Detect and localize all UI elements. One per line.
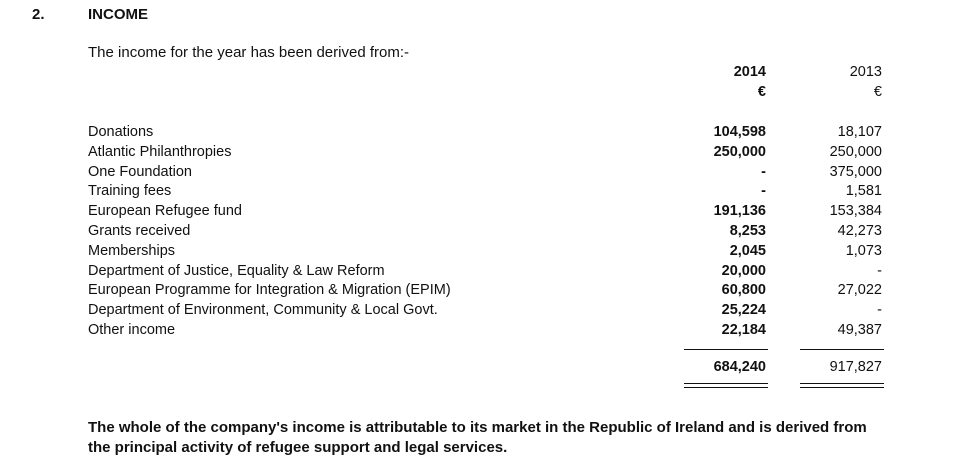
total-double-rule-2013-a xyxy=(800,383,884,384)
value-2014: 104,598 xyxy=(713,124,766,140)
subtotal-rule-2014 xyxy=(684,349,768,350)
value-2014: - xyxy=(761,163,766,180)
value-2013: 153,384 xyxy=(829,203,882,220)
row-label: Memberships xyxy=(88,242,176,259)
row-label: European Refugee fund xyxy=(88,203,242,220)
table-row xyxy=(88,222,888,242)
value-2014: 25,224 xyxy=(721,302,766,319)
row-label: Grants received xyxy=(88,222,191,239)
footer-note xyxy=(88,418,908,458)
row-label: European Programme for Integration & Migration (EPIM) xyxy=(88,282,451,299)
value-2014: 250,000 xyxy=(713,143,766,160)
currency-2014: € xyxy=(757,84,766,100)
value-2014: - xyxy=(761,183,766,200)
value-2013: 1,073 xyxy=(845,242,882,259)
value-2013: 18,107 xyxy=(837,124,882,140)
value-2014: 2,045 xyxy=(729,242,766,259)
section-number: 2. xyxy=(32,6,45,23)
table-row xyxy=(88,202,888,222)
value-2013: 42,273 xyxy=(837,222,882,239)
row-label: One Foundation xyxy=(88,163,192,180)
row-label: Department of Justice, Equality & Law Reform xyxy=(88,262,385,279)
value-2013: 375,000 xyxy=(829,163,882,180)
value-2013: - xyxy=(877,262,882,279)
table-row xyxy=(88,321,888,341)
table-row xyxy=(88,301,888,321)
total-2013: 917,827 xyxy=(829,359,882,375)
income-table xyxy=(88,123,888,341)
column-header-2014: 2014 xyxy=(733,64,766,80)
footer-line-2: the principal activity of refugee support and legal services. xyxy=(88,439,508,456)
intro-text: The income for the year has been derived from:- xyxy=(88,44,409,61)
value-2013: 250,000 xyxy=(829,143,882,160)
value-2013: 1,581 xyxy=(845,183,882,200)
subtotal-rule-2013 xyxy=(800,349,884,350)
row-label: Department of Environment, Community & Local Govt. xyxy=(88,302,438,319)
total-2014: 684,240 xyxy=(713,359,766,375)
value-2013: 49,387 xyxy=(837,321,882,338)
table-row xyxy=(88,143,888,163)
row-label: Donations xyxy=(88,124,154,140)
currency-2013: € xyxy=(873,84,882,100)
table-row xyxy=(88,123,888,143)
table-row xyxy=(88,281,888,301)
column-header-2013: 2013 xyxy=(849,64,882,80)
table-row xyxy=(88,262,888,282)
value-2014: 22,184 xyxy=(721,321,766,338)
total-double-rule-2014-b xyxy=(684,387,768,388)
row-label: Other income xyxy=(88,321,176,338)
row-label: Atlantic Philanthropies xyxy=(88,143,232,160)
table-row xyxy=(88,242,888,262)
table-row xyxy=(88,182,888,202)
section-title: INCOME xyxy=(88,6,148,23)
table-row xyxy=(88,163,888,183)
footer-line-1: The whole of the company's income is attributable to its market in the Republic of Ireland and is derived from xyxy=(88,419,867,436)
value-2013: - xyxy=(877,302,882,319)
value-2014: 60,800 xyxy=(721,282,766,299)
total-double-rule-2013-b xyxy=(800,387,884,388)
value-2014: 20,000 xyxy=(721,262,766,279)
value-2014: 8,253 xyxy=(729,222,766,239)
value-2014: 191,136 xyxy=(713,203,766,220)
total-double-rule-2014-a xyxy=(684,383,768,384)
value-2013: 27,022 xyxy=(837,282,882,299)
row-label: Training fees xyxy=(88,183,172,200)
